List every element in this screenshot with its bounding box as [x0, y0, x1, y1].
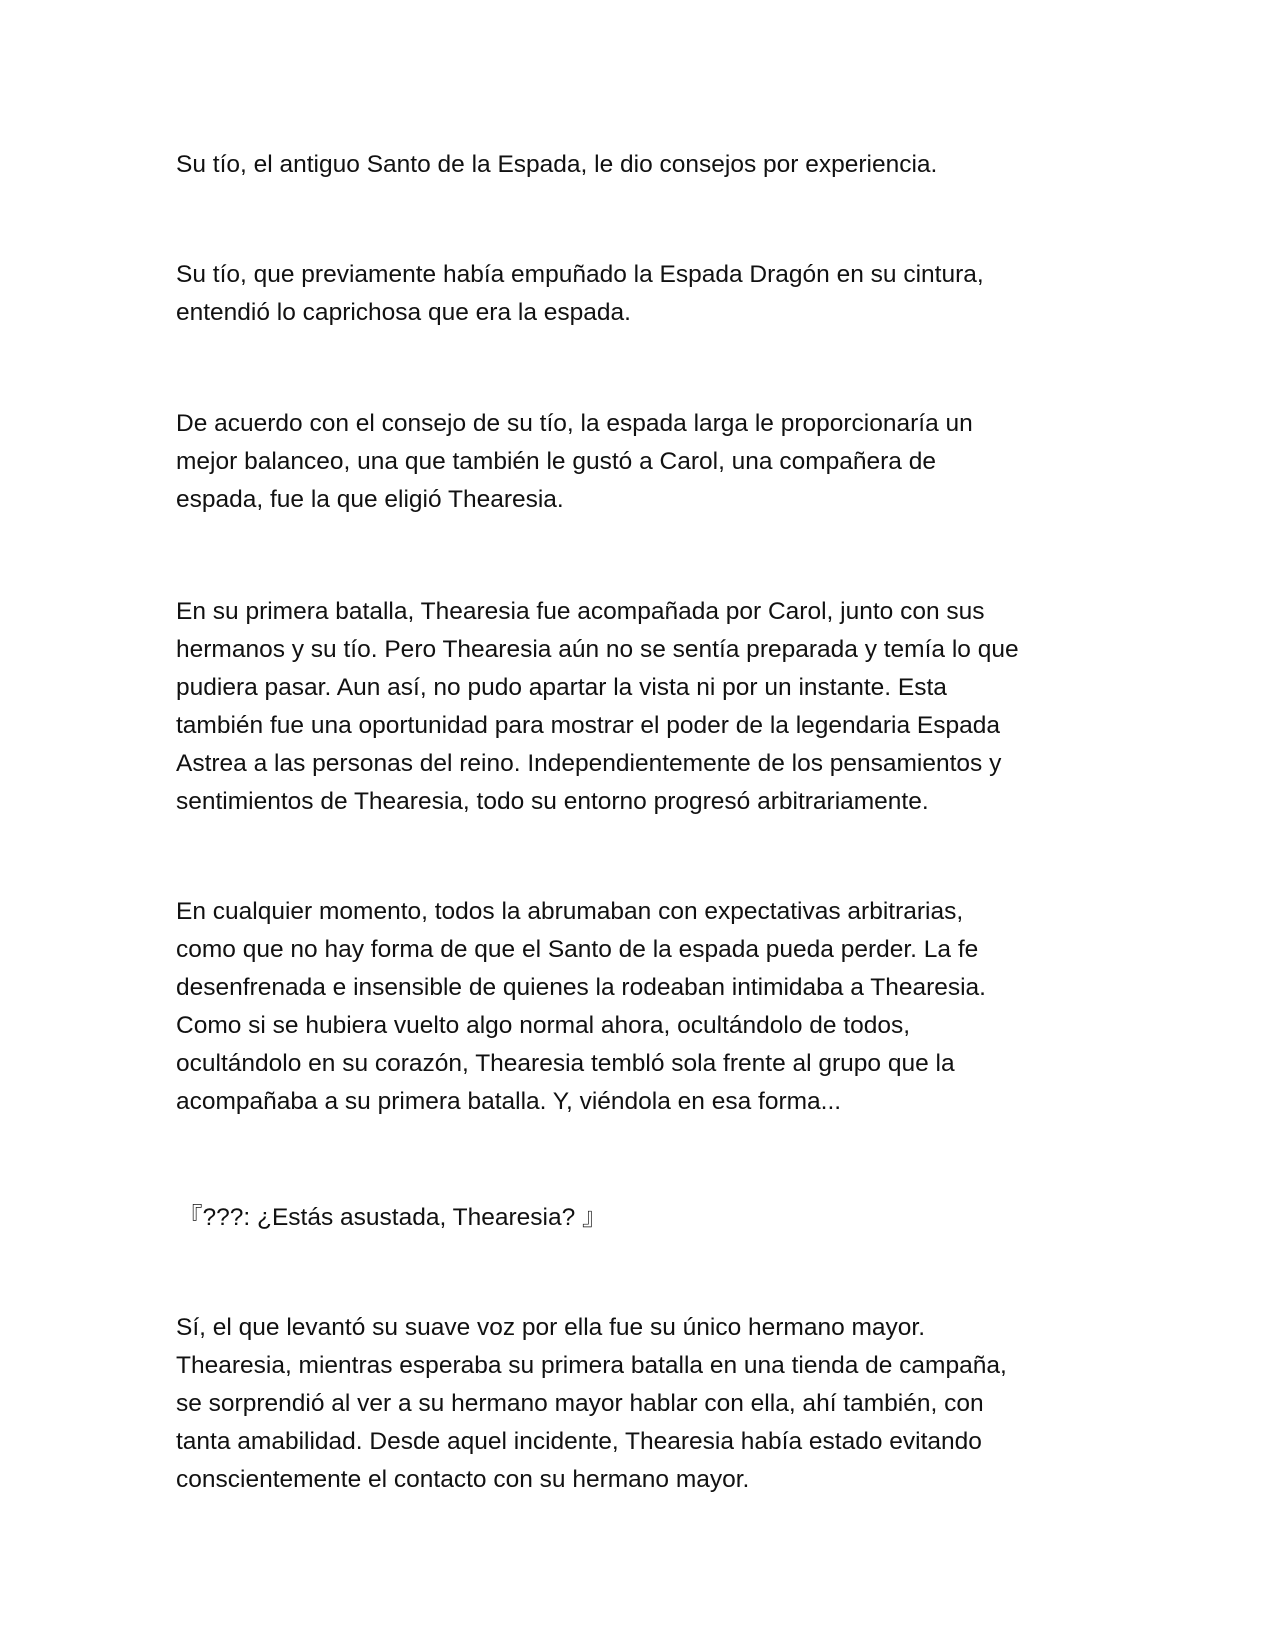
paragraph-line: espada, fue la que eligió Thearesia. [176, 486, 564, 513]
paragraph-line: Su tío, que previamente había empuñado la Espada Dragón en su cintura, [176, 261, 984, 288]
paragraph-line: acompañaba a su primera batalla. Y, viéndola en esa forma... [176, 1088, 842, 1115]
paragraph-line: hermanos y su tío. Pero Thearesia aún no se sentía preparada y temía lo que [176, 636, 1019, 663]
paragraph-1 [176, 146, 1086, 184]
dialogue-line [178, 1199, 1088, 1237]
paragraph-line: ocultándolo en su corazón, Thearesia tembló sola frente al grupo que la [176, 1050, 955, 1077]
paragraph-3 [176, 405, 1086, 519]
paragraph-line: En su primera batalla, Thearesia fue acompañada por Carol, junto con sus [176, 598, 985, 625]
paragraph-line: Como si se hubiera vuelto algo normal ahora, ocultándolo de todos, [176, 1012, 911, 1039]
paragraph-line: desenfrenada e insensible de quienes la rodeaban intimidaba a Thearesia. [176, 974, 986, 1001]
paragraph-line: como que no hay forma de que el Santo de la espada pueda perder. La fe [176, 936, 979, 963]
paragraph-line: Thearesia, mientras esperaba su primera batalla en una tienda de campaña, [176, 1352, 1007, 1379]
paragraph-line: Su tío, el antiguo Santo de la Espada, le dio consejos por experiencia. [176, 151, 938, 178]
paragraph-2 [176, 256, 1086, 332]
paragraph-line: Sí, el que levantó su suave voz por ella fue su único hermano mayor. [176, 1314, 926, 1341]
paragraph-line: también fue una oportunidad para mostrar el poder de la legendaria Espada [176, 712, 1001, 739]
paragraph-7 [176, 1309, 1086, 1499]
paragraph-line: pudiera pasar. Aun así, no pudo apartar la vista ni por un instante. Esta [176, 674, 947, 701]
paragraph-line: 『???: ¿Estás asustada, Thearesia? 』 [178, 1204, 607, 1231]
paragraph-line: sentimientos de Thearesia, todo su entorno progresó arbitrariamente. [176, 788, 929, 815]
paragraph-line: entendió lo caprichosa que era la espada. [176, 299, 631, 326]
paragraph-line: conscientemente el contacto con su hermano mayor. [176, 1466, 750, 1493]
paragraph-line: se sorprendió al ver a su hermano mayor hablar con ella, ahí también, con [176, 1390, 984, 1417]
paragraph-line: Astrea a las personas del reino. Independientemente de los pensamientos y [176, 750, 1002, 777]
paragraph-line: tanta amabilidad. Desde aquel incidente, Thearesia había estado evitando [176, 1428, 982, 1455]
paragraph-5 [176, 893, 1086, 1121]
paragraph-line: De acuerdo con el consejo de su tío, la espada larga le proporcionaría un [176, 410, 973, 437]
paragraph-4 [176, 593, 1086, 821]
paragraph-line: mejor balanceo, una que también le gustó a Carol, una compañera de [176, 448, 936, 475]
paragraph-line: En cualquier momento, todos la abrumaban con expectativas arbitrarias, [176, 898, 964, 925]
